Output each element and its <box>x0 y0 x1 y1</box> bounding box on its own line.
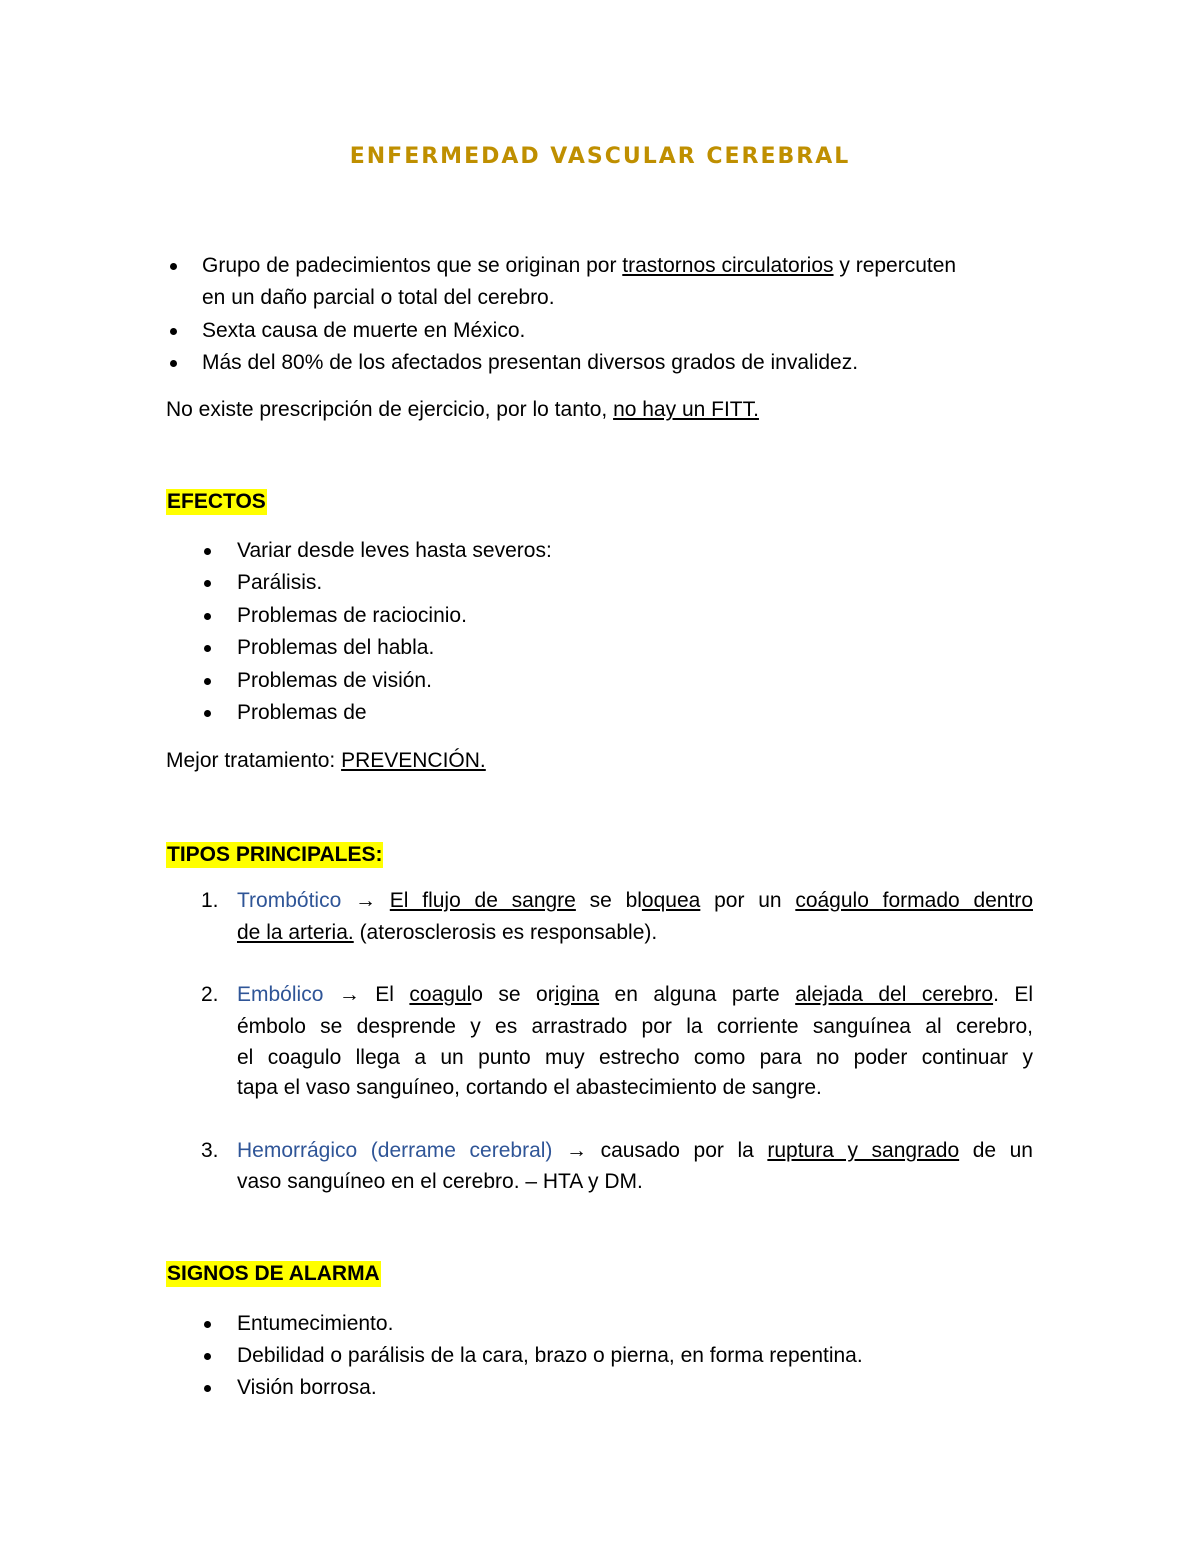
bullet-icon <box>204 678 211 685</box>
document-title: ENFERMEDAD VASCULAR CEREBRAL <box>349 144 851 169</box>
signos-item: Visión borrosa. <box>237 1376 377 1399</box>
tipo-2-line-4: tapa el vaso sanguíneo, cortando el abastecimiento de sangre. <box>237 1076 822 1099</box>
efectos-item: Problemas de visión. <box>237 669 432 692</box>
intro-bullet-2: Sexta causa de muerte en México. <box>202 319 526 342</box>
tipo-2-line-3: el coagulo llega a un punto muy estrecho como para no poder continuar y <box>237 1046 1033 1069</box>
efectos-item: Problemas del habla. <box>237 636 435 659</box>
intro-note: No existe prescripción de ejercicio, por lo tanto, no hay un FITT. <box>166 398 759 421</box>
tratamiento-line: Mejor tratamiento: PREVENCIÓN. <box>166 749 486 772</box>
tipos-heading: TIPOS PRINCIPALES: <box>167 843 383 866</box>
bullet-icon <box>204 580 211 587</box>
intro-bullet-3: Más del 80% de los afectados presentan diversos grados de invalidez. <box>202 351 859 374</box>
bullet-icon <box>204 1321 211 1328</box>
efectos-item: Problemas de raciocinio. <box>237 604 467 627</box>
list-number: 2. <box>201 983 219 1006</box>
bullet-icon <box>170 328 177 335</box>
efectos-item: Variar desde leves hasta severos: <box>237 539 552 562</box>
signos-item: Entumecimiento. <box>237 1312 394 1335</box>
tipo-1-line-2: de la arteria. (aterosclerosis es responsable). <box>237 921 658 944</box>
signos-item: Debilidad o parálisis de la cara, brazo o pierna, en forma repentina. <box>237 1344 863 1367</box>
intro-bullet-1-line-1: Grupo de padecimientos que se originan por trastornos circulatorios y repercuten <box>202 254 957 277</box>
bullet-icon <box>170 263 177 270</box>
tipo-1-line-1: Trombótico → El flujo de sangre se bloquea por un coágulo formado dentro <box>237 889 1033 912</box>
bullet-icon <box>204 613 211 620</box>
bullet-icon <box>204 1385 211 1392</box>
tipo-3-line-2: vaso sanguíneo en el cerebro. – HTA y DM. <box>237 1170 643 1193</box>
tipo-2-line-1: Embólico → El coagulo se origina en alguna parte alejada del cerebro. El <box>237 983 1034 1006</box>
efectos-item: Parálisis. <box>237 571 323 594</box>
efectos-item: Problemas de <box>237 701 367 724</box>
intro-bullet-1-line-2: en un daño parcial o total del cerebro. <box>202 286 555 309</box>
efectos-heading: EFECTOS <box>167 490 266 513</box>
bullet-icon <box>170 360 177 367</box>
bullet-icon <box>204 1353 211 1360</box>
bullet-icon <box>204 710 211 717</box>
bullet-icon <box>204 548 211 555</box>
list-number: 1. <box>201 889 219 912</box>
tipo-2-line-2: émbolo se desprende y es arrastrado por la corriente sanguínea al cerebro, <box>237 1015 1033 1038</box>
list-number: 3. <box>201 1139 219 1162</box>
bullet-icon <box>204 645 211 652</box>
signos-heading: SIGNOS DE ALARMA <box>167 1262 380 1285</box>
tipo-3-line-1: Hemorrágico (derrame cerebral) → causado por la ruptura y sangrado de un <box>237 1139 1033 1162</box>
